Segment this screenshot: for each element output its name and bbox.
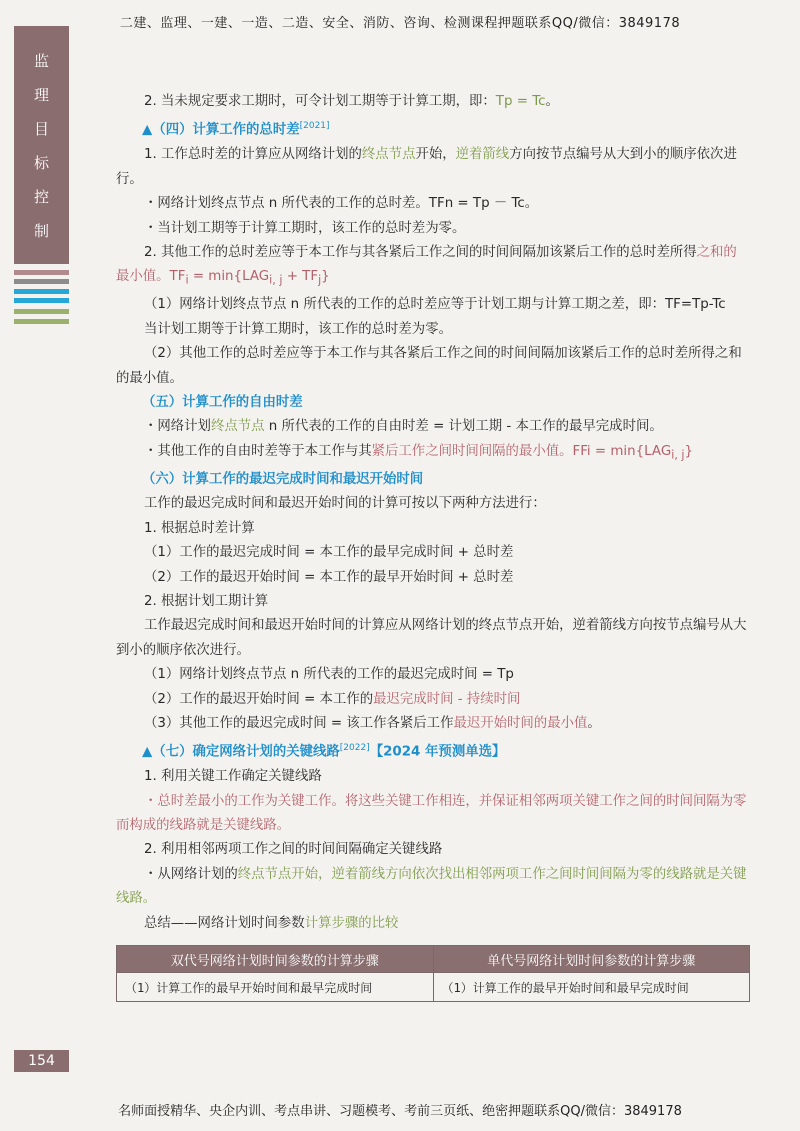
table-cell: （1）计算工作的最早开始时间和最早完成时间 <box>433 973 750 1002</box>
bullet-item: ・当计划工期等于计算工期时，该工作的总时差为零。 <box>144 220 466 236</box>
section-heading-6: （六）计算工作的最迟完成时间和最迟开始时间 <box>142 471 424 487</box>
paragraph: 总结——网络计划时间参数计算步骤的比较 <box>144 915 399 931</box>
paragraph: 1. 根据总时差计算 <box>144 520 255 536</box>
section-heading-7: ▲（七）确定网络计划的关键线路[2022]【2024 年预测单选】 <box>142 743 506 760</box>
table-row <box>117 973 750 1002</box>
decor-bar <box>14 319 69 324</box>
paragraph: 工作最迟完成时间和最迟开始时间的计算应从网络计划的终点节点开始，逆着箭线方向按节点编号从大到小的顺序依次进行。 <box>116 618 747 658</box>
decor-bar <box>14 270 69 275</box>
bullet-item: ・网络计划终点节点 n 所代表的工作的总时差。TFn = Tp － Tc。 <box>144 196 539 212</box>
footer-banner: 名师面授精华、央企内训、考点串讲、习题模考、考前三页纸、绝密押题联系QQ/微信：3849178 <box>118 1104 682 1119</box>
decor-bar <box>14 309 69 314</box>
page-content <box>116 90 750 936</box>
paragraph: （1）网络计划终点节点 n 所代表的工作的最迟完成时间 = Tp <box>144 667 514 683</box>
table-cell: （1）计算工作的最早开始时间和最早完成时间 <box>117 973 434 1002</box>
paragraph: 2. 根据计划工期计算 <box>144 593 269 609</box>
paragraph: （1）工作的最迟完成时间 = 本工作的最早完成时间 + 总时差 <box>144 545 514 561</box>
sidebar-char: 理 <box>33 86 49 104</box>
paragraph: 2. 当未规定要求工期时，可令计划工期等于计算工期，即：Tp = Tc。 <box>144 94 559 109</box>
section-heading-5: （五）计算工作的自由时差 <box>142 395 303 411</box>
paragraph: （2）其他工作的总时差应等于本工作与其各紧后工作之间的时间间隔加该紧后工作的总时差所得之和的最小值。 <box>116 346 742 386</box>
paragraph: 2. 利用相邻两项工作之间的时间间隔确定关键线路 <box>144 842 443 858</box>
sidebar-char: 标 <box>33 154 49 172</box>
page-number: 154 <box>14 1050 69 1072</box>
bullet-item: ・总时差最小的工作为关键工作。将这些关键工作相连，并保证相邻两项关键工作之间的时间间隔为零而构成的线路就是关键线路。 <box>116 793 747 834</box>
paragraph: 1. 工作总时差的计算应从网络计划的终点节点开始，逆着箭线方向按节点编号从大到小的顺序依次进行。 <box>116 147 737 187</box>
paragraph: （2）工作的最迟开始时间 = 本工作的最早开始时间 + 总时差 <box>144 569 514 585</box>
paragraph: （3）其他工作的最迟完成时间 = 该工作各紧后工作最迟开始时间的最小值。 <box>144 715 601 731</box>
section-heading-4: ▲（四）计算工作的总时差[2021] <box>142 121 330 138</box>
comparison-table <box>116 945 750 1002</box>
sidebar-char: 监 <box>33 52 49 70</box>
table-header-row <box>117 946 750 973</box>
sidebar-char: 控 <box>33 188 49 206</box>
sidebar-chapter-tab <box>14 26 69 264</box>
bullet-item: ・其他工作的自由时差等于本工作与其紧后工作之间时间间隔的最小值。FFi = $\min\{LAG_{i, j}\}$ <box>144 443 694 462</box>
table-header: 单代号网络计划时间参数的计算步骤 <box>433 946 750 973</box>
bullet-item: ・从网络计划的终点节点开始，逆着箭线方向依次找出相邻两项工作之间时间间隔为零的线路就是关键线路。 <box>116 866 747 907</box>
paragraph: （1）网络计划终点节点 n 所代表的工作的总时差应等于计划工期与计算工期之差，即：TF=Tp-Tc <box>144 297 726 313</box>
paragraph: 2. 其他工作的总时差应等于本工作与其各紧后工作之间的时间间隔加该紧后工作的总时差所得之和的最小值。$TF_i = \min\{LAG_{i, j} + TF_j\}$ <box>116 244 737 287</box>
decor-bar <box>14 298 69 303</box>
decor-bar <box>14 289 69 294</box>
paragraph: 1. 利用关键工作确定关键线路 <box>144 769 322 785</box>
sidebar-char: 制 <box>33 222 49 240</box>
bullet-item: ・网络计划终点节点 n 所代表的工作的自由时差 = 计划工期 - 本工作的最早完成时间。 <box>144 419 663 435</box>
paragraph: （2）工作的最迟开始时间 = 本工作的最迟完成时间 - 持续时间 <box>144 691 521 707</box>
paragraph: 工作的最迟完成时间和最迟开始时间的计算可按以下两种方法进行： <box>144 496 546 512</box>
header-banner: 二建、监理、一建、一造、二造、安全、消防、咨询、检测课程押题联系QQ/微信：3849178 <box>119 16 681 31</box>
table-header: 双代号网络计划时间参数的计算步骤 <box>117 946 434 973</box>
sidebar-chapter-title <box>14 44 69 248</box>
decor-bar <box>14 279 69 284</box>
sidebar-char: 目 <box>33 120 49 138</box>
paragraph: 当计划工期等于计算工期时，该工作的总时差为零。 <box>144 321 452 337</box>
